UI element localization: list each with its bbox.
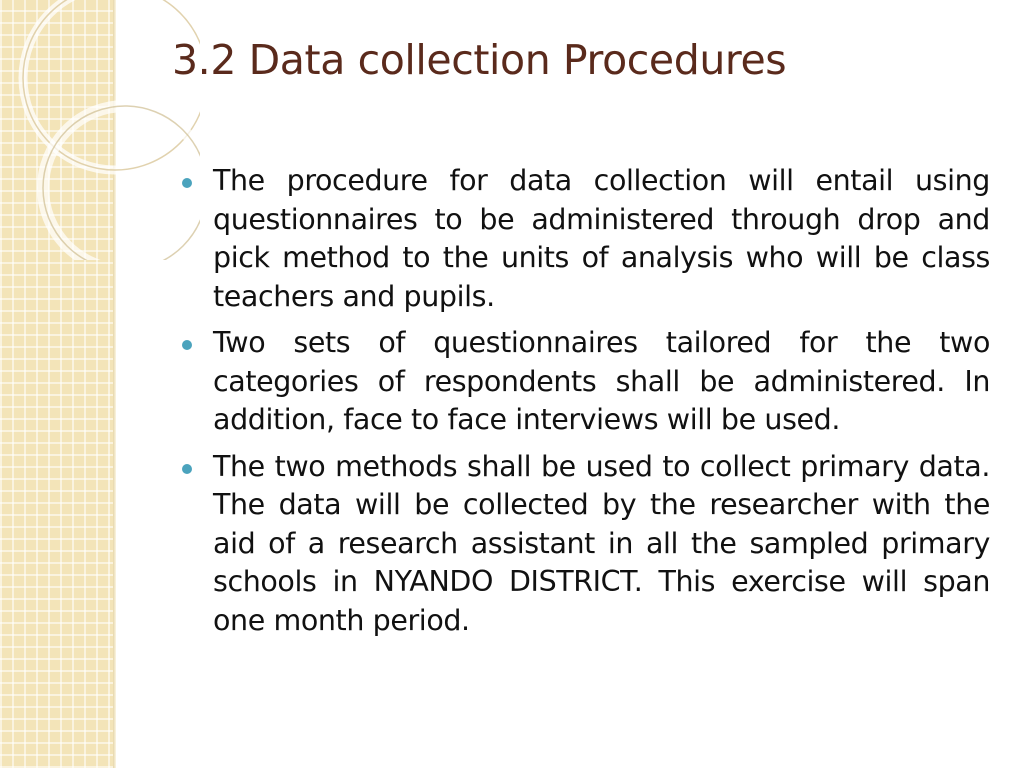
decorative-circles [0,0,200,260]
bullet-item [182,448,990,641]
bullet-dot-icon [182,464,192,474]
bullet-dot-icon [182,340,192,350]
bullet-list [182,162,990,648]
bullet-dot-icon [182,178,192,188]
bullet-text: The procedure for data collection will entail using questionnaires to be administered through drop and pick method to the units of analysis who will be class teachers and pupils. [213,164,990,313]
bullet-item [182,324,990,440]
bullet-item [182,162,990,316]
slide-title: 3.2 Data collection Procedures [172,36,787,84]
decorative-ring-small [43,106,200,260]
bullet-text: Two sets of questionnaires tailored for the two categories of respondents shall be administered. In addition, face to face interviews will be used. [213,326,990,436]
bullet-text: The two methods shall be used to collect primary data. The data will be collected by the researcher with the aid of a research assistant in all the sampled primary schools in NYANDO DISTRICT. This exercise will span one month period. [213,449,990,637]
